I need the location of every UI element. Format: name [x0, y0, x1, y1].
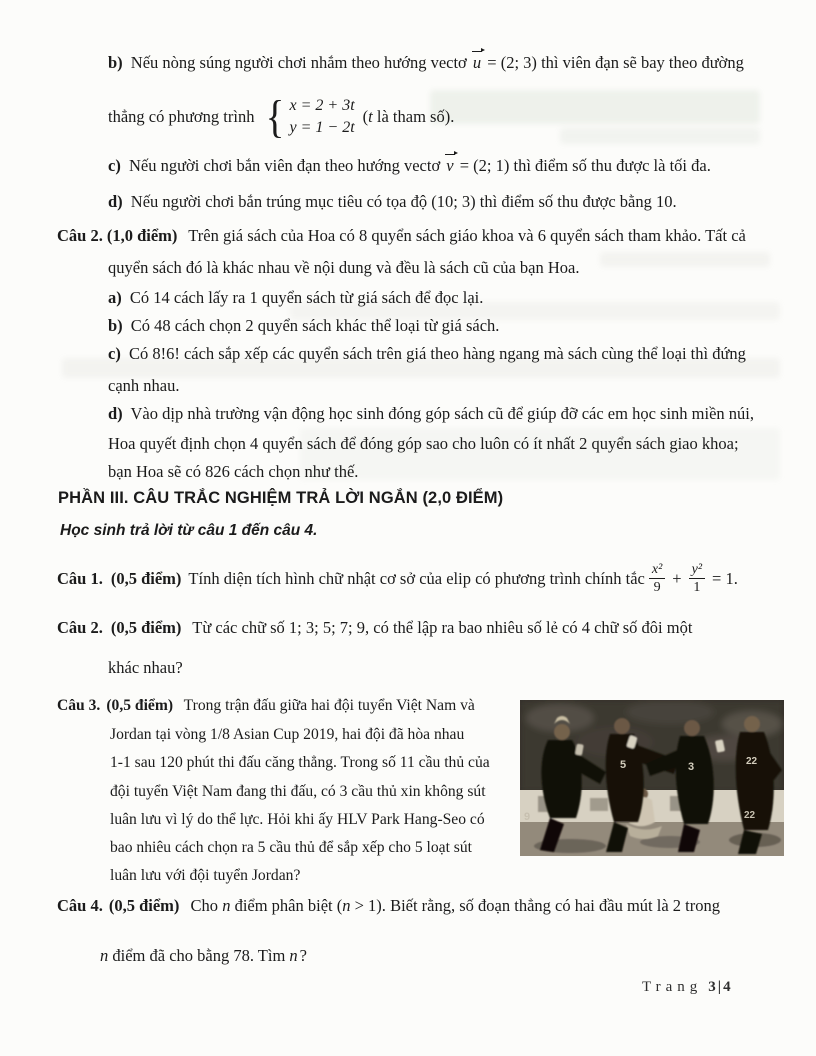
page-footer	[642, 978, 733, 997]
question2-intro-line2	[108, 258, 579, 279]
question3-line: Trong trận đấu giữa hai đội tuyển Việt Nam và	[183, 697, 475, 714]
item-b-text2: thì viên đạn sẽ bay theo đường	[541, 53, 744, 72]
item-c-text2: thì điểm số thu được là tối đa.	[513, 156, 711, 175]
page-number: 3|4	[708, 979, 733, 995]
part3-question3-line1	[57, 696, 475, 715]
question2-item-c-line1	[108, 344, 746, 365]
question2-d-text1: Vào dịp nhà trường vận động học sinh đóng góp sách cũ để giúp đỡ các em học sinh miền núi,	[130, 404, 754, 423]
plus-operator: +	[672, 568, 682, 588]
item-b-text1: Nếu nòng súng người chơi nhắm theo hướng vectơ	[130, 53, 467, 72]
system-brace: {	[266, 91, 285, 143]
question3-line: luân lưu vì lý do thể lực. Hỏi khi ấy HLV Park Hang-Seo có	[110, 811, 485, 828]
part3-question3-line4	[110, 782, 486, 801]
part3-question2-line2	[108, 658, 183, 679]
note-open-paren: (	[362, 106, 369, 126]
scan-bleed-artifact	[600, 252, 770, 267]
part3-heading-text: PHẦN III. CÂU TRẮC NGHIỆM TRẢ LỜI NGẮN (2,0 ĐIỂM)	[58, 489, 504, 507]
question2-label: Câu 2.	[57, 226, 103, 245]
question2-item-a	[108, 288, 483, 309]
part2-item-c	[108, 155, 711, 177]
question2-c-text1: Có 8!6! cách sắp xếp các quyển sách trên giá theo hàng ngang mà sách cùng thể loại thì đứng	[128, 344, 746, 363]
question2-label: Câu 2.	[57, 618, 103, 637]
jersey-number: 22	[746, 756, 758, 767]
question2-d-text2: Hoa quyết định chọn 4 quyển sách để đóng góp sao cho luôn có ít nhất 2 quyển sách giao khoa;	[108, 434, 739, 453]
question4-l2-text: điểm đã cho bằng 78. Tìm	[112, 946, 286, 965]
question2-item-d-line3	[108, 462, 358, 483]
item-marker-a: a)	[108, 288, 122, 307]
question2-item-c-line2	[108, 376, 179, 397]
note-variable-t: t	[368, 106, 373, 126]
condition-variable-n: n	[342, 896, 351, 915]
part3-question3-line7	[110, 866, 300, 885]
question3-line: đội tuyển Việt Nam đang thi đấu, có 3 cầu thủ xin không sút	[110, 783, 486, 800]
part3-question3-line6	[110, 838, 472, 857]
system-equations	[290, 95, 355, 139]
fraction-denominator: 1	[689, 578, 705, 596]
item-marker-b: b)	[108, 316, 123, 335]
fraction-numerator: y²	[691, 561, 703, 577]
parameter-note	[363, 107, 455, 128]
question3-line: luân lưu với đội tuyển Jordan?	[110, 867, 301, 884]
question2-intro1: Trên giá sách của Hoa có 8 quyển sách giáo khoa và 6 quyển sách tham khảo. Tất cả	[188, 226, 746, 245]
question3-line: bao nhiêu cách chọn ra 5 cầu thủ để sắp xếp cho 5 loạt sút	[110, 839, 472, 856]
part3-heading	[58, 488, 503, 509]
variable-n: n	[100, 946, 109, 965]
question4-label: Câu 4.	[57, 896, 103, 915]
equation-system	[264, 91, 355, 143]
question2-c-text2: cạnh nhau.	[108, 376, 180, 395]
question2-points: (0,5 điểm)	[110, 618, 182, 637]
variable-n: n	[222, 896, 231, 915]
question1-points: (0,5 điểm)	[110, 568, 182, 588]
condition-open-paren: (	[336, 896, 343, 915]
question2-d-text3: bạn Hoa sẽ có 826 cách chọn như thế.	[108, 462, 359, 481]
question3-points: (0,5 điểm)	[106, 697, 174, 714]
jersey-number: 9	[524, 811, 531, 823]
variable-n: n	[289, 946, 298, 965]
part3-question3-line2	[110, 725, 464, 744]
question2-a-text: Có 14 cách lấy ra 1 quyển sách từ giá sách để đọc lại.	[129, 288, 484, 307]
item-marker-b: b)	[108, 53, 123, 72]
question1-text: Tính diện tích hình chữ nhật cơ sở của elip có phương trình chính tắc	[188, 568, 645, 588]
part3-question4-line2	[100, 946, 307, 967]
equation-x: x = 2 + 3t	[289, 97, 355, 114]
question1-label: Câu 1.	[57, 568, 103, 588]
question2-line2: khác nhau?	[108, 658, 183, 677]
question4-question-mark: ?	[299, 946, 307, 965]
footer-label: Trang	[642, 979, 703, 995]
question2-item-d-line1	[108, 404, 754, 425]
item-marker-d: d)	[108, 404, 123, 423]
question3-line: 1-1 sau 120 phút thi đấu căng thẳng. Trong số 11 cầu thủ của	[110, 754, 490, 771]
equals-one: = 1.	[712, 568, 738, 588]
part3-subheading-text: Học sinh trả lời từ câu 1 đến câu 4.	[60, 522, 318, 539]
part2-item-b-line2	[108, 88, 454, 146]
question4-t2: điểm phân biệt	[234, 896, 333, 915]
question2-item-d-line2	[108, 434, 739, 455]
question2-intro2: quyển sách đó là khác nhau về nội dung và đều là sách cũ của bạn Hoa.	[108, 258, 580, 277]
fraction-x-squared-over-9	[649, 562, 665, 596]
fraction-y-squared-over-1	[689, 562, 705, 596]
question2-item-b	[108, 316, 499, 337]
item-marker-c: c)	[108, 156, 121, 175]
question4-t3: Biết rằng, số đoạn thẳng có hai đầu mút là 2 trong	[390, 896, 720, 915]
equation-y: y = 1 − 2t	[289, 119, 355, 136]
note-rest: là tham số).	[372, 106, 455, 126]
item-d-text: Nếu người chơi bắn trúng mục tiêu có tọa độ (10; 3) thì điểm số thu được bằng 10.	[130, 192, 677, 211]
part3-question3-line5	[110, 810, 485, 829]
fraction-denominator: 9	[649, 578, 665, 596]
vector-u: u	[472, 53, 482, 72]
condition-rest: > 1).	[350, 896, 386, 915]
fraction-numerator: x²	[651, 561, 663, 577]
jersey-number: 3	[688, 761, 695, 773]
question4-t1: Cho	[190, 896, 219, 915]
football-photo	[520, 700, 784, 856]
jersey-number: 5	[620, 759, 627, 771]
part3-question1	[57, 556, 741, 602]
question4-condition	[337, 896, 386, 915]
question2-line1: Từ các chữ số 1; 3; 5; 7; 9, có thể lập ra bao nhiêu số lẻ có 4 chữ số đôi một	[192, 618, 693, 637]
item-c-vector-value: = (2; 1)	[459, 156, 510, 175]
part3-question3-line3	[110, 753, 490, 772]
question2-intro-line1	[57, 226, 746, 247]
question3-line: Jordan tại vòng 1/8 Asian Cup 2019, hai đội đã hòa nhau	[110, 726, 465, 743]
item-b-vector-value: = (2; 3)	[487, 53, 537, 72]
scan-bleed-artifact	[430, 90, 760, 124]
item-marker-c: c)	[108, 344, 121, 363]
question2-b-text: Có 48 cách chọn 2 quyển sách khác thể loại từ giá sách.	[130, 316, 500, 335]
part2-item-d	[108, 192, 677, 213]
jersey-number: 22	[744, 810, 756, 821]
part2-item-b-line1	[108, 52, 744, 74]
part3-question2-line1	[57, 618, 692, 639]
item-marker-d: d)	[108, 192, 123, 211]
item-c-text1: Nếu người chơi bắn viên đạn theo hướng vectơ	[128, 156, 441, 175]
part3-question4-line1	[57, 896, 720, 917]
question2-points: (1,0 điểm)	[106, 226, 178, 245]
part3-subheading	[60, 521, 317, 540]
vector-v: v	[446, 156, 454, 175]
question3-label: Câu 3.	[57, 697, 101, 714]
equation-intro-text: thẳng có phương trình	[108, 106, 255, 126]
question4-points: (0,5 điểm)	[108, 896, 180, 915]
scan-bleed-artifact	[560, 128, 760, 144]
